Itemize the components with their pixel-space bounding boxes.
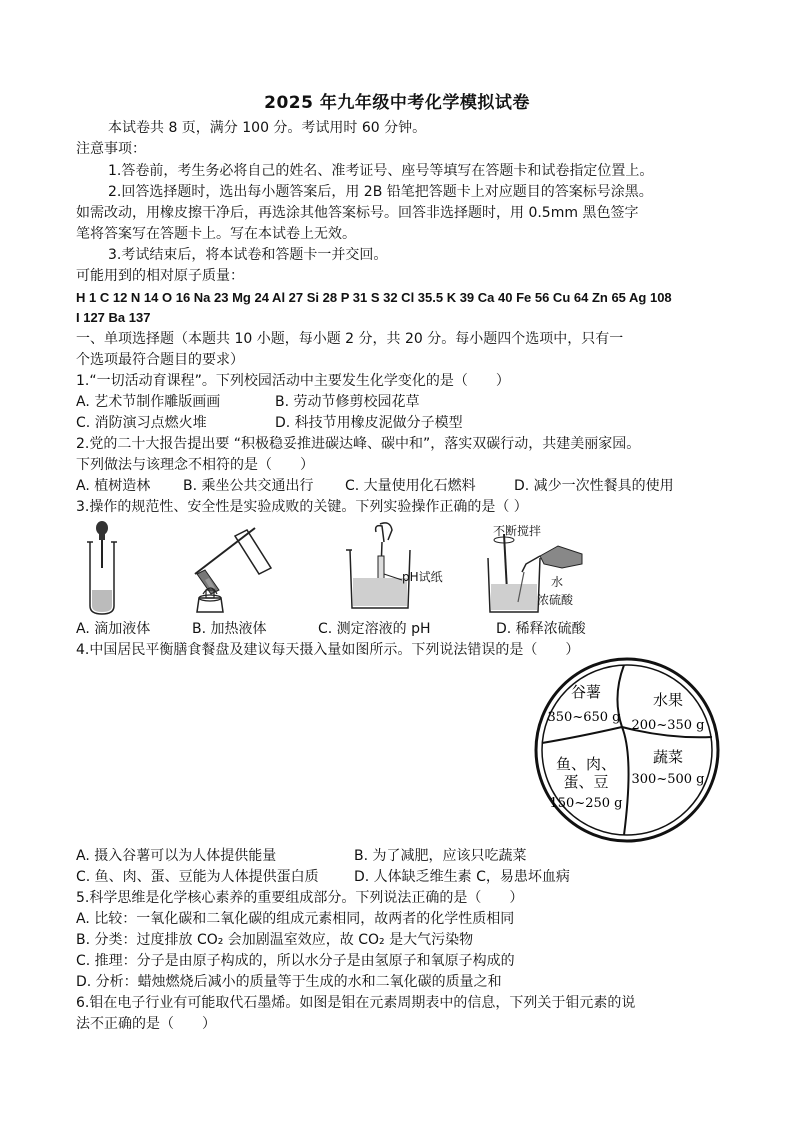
q5-option-c[interactable]: C. 推理：分子是由原子构成的，所以水分子是由氢原子和氧原子构成的 (76, 953, 515, 969)
acid-label: 浓硫酸 (537, 593, 574, 607)
q5-option-d[interactable]: D. 分析：蜡烛燃烧后减小的质量等于生成的水和二氧化碳的质量之和 (76, 974, 502, 990)
dropper-figure (82, 520, 122, 616)
protein-amount: 150~250 g (549, 796, 623, 811)
q4-option-a[interactable]: A. 摄入谷薯可以为人体提供能量 (76, 848, 277, 864)
q5-option-a[interactable]: A. 比较：一氧化碳和二氧化碳的组成元素相同，故两者的化学性质相同 (76, 911, 515, 927)
ph-paper-label: pH试纸 (402, 570, 443, 584)
fruit-name: 水果 (652, 691, 684, 709)
veg-name: 蔬菜 (652, 748, 684, 766)
q1-option-d[interactable]: D. 科技节用橡皮泥做分子模型 (275, 415, 463, 431)
q4-stem: 4.中国居民平衡膳食餐盘及建议每天摄入量如图所示。下列说法错误的是（ ） (76, 642, 580, 658)
q1-stem: 1.“一切活动育课程”。下列校园活动中主要发生化学变化的是（ ） (76, 373, 510, 389)
diet-plate-figure (528, 657, 726, 843)
q4-option-c[interactable]: C. 鱼、肉、蛋、豆能为人体提供蛋白质 (76, 869, 319, 885)
q3-option-a[interactable]: A. 滴加液体 (76, 621, 151, 637)
protein-name-1: 鱼、肉、 (555, 755, 617, 773)
notice-item-1: 1.答卷前，考生务必将自己的姓名、准考证号、座号等填写在答题卡和试卷指定位置上。 (108, 163, 654, 179)
q3-option-d[interactable]: D. 稀释浓硫酸 (496, 621, 586, 637)
atomic-mass-list-1: H 1 C 12 N 14 O 16 Na 23 Mg 24 Al 27 Si 28 P 31 S 32 Cl 35.5 K 39 Ca 40 Fe 56 Cu 64 Zn 65 Ag 108 (76, 290, 672, 305)
grain-name: 谷薯 (570, 683, 602, 701)
fruit-amount: 200~350 g (631, 718, 705, 733)
q5-option-b[interactable]: B. 分类：过度排放 CO₂ 会加剧温室效应，故 CO₂ 是大气污染物 (76, 932, 474, 948)
q1-option-c[interactable]: C. 消防演习点燃火堆 (76, 415, 207, 431)
q3-stem: 3.操作的规范性、安全性是实验成败的关键。下列实验操作正确的是（ ） (76, 499, 528, 515)
notice-item-2: 2.回答选择题时，选出每小题答案后，用 2B 铅笔把答题卡上对应题目的答案标号涂黑。 (108, 184, 653, 200)
water-label: 水 (551, 575, 564, 589)
exam-intro: 本试卷共 8 页，满分 100 分。考试用时 60 分钟。 (108, 120, 427, 136)
q6-stem-1: 6.钼在电子行业有可能取代石墨烯。如图是钼在元素周期表中的信息，下列关于钼元素的说 (76, 995, 636, 1011)
ph-test-figure (338, 520, 458, 612)
q3-option-b[interactable]: B. 加热液体 (192, 621, 267, 637)
heating-figure (175, 522, 280, 614)
q1-option-a[interactable]: A. 艺术节制作雕版画画 (76, 394, 221, 410)
section1-heading-2: 个选项最符合题目的要求） (76, 352, 244, 368)
section1-heading-1: 一、单项选择题（本题共 10 小题，每小题 2 分，共 20 分。每小题四个选项中，只有一 (76, 331, 624, 347)
protein-name-2: 蛋、豆 (563, 773, 609, 791)
q3-option-c[interactable]: C. 测定溶液的 pH (318, 621, 431, 637)
q2-option-b[interactable]: B. 乘坐公共交通出行 (183, 478, 314, 494)
q2-option-c[interactable]: C. 大量使用化石燃料 (345, 478, 476, 494)
q4-option-b[interactable]: B. 为了减肥，应该只吃蔬菜 (354, 848, 527, 864)
exam-title: 2025 年九年级中考化学模拟试卷 (264, 93, 530, 113)
notice-item-2-cont2: 笔将答案写在答题卡上。写在本试卷上无效。 (76, 226, 356, 242)
notice-heading: 注意事项： (76, 141, 146, 157)
q2-option-d[interactable]: D. 减少一次性餐具的使用 (514, 478, 674, 494)
grain-amount: 350~650 g (547, 710, 621, 725)
q2-stem-2: 下列做法与该理念不相符的是（ ） (76, 457, 314, 473)
veg-amount: 300~500 g (631, 772, 705, 787)
notice-item-2-cont: 如需改动，用橡皮擦干净后，再选涂其他答案标号。回答非选择题时，用 0.5mm 黑色签字 (76, 205, 639, 221)
q2-option-a[interactable]: A. 植树造林 (76, 478, 151, 494)
q2-stem-1: 2.党的二十大报告提出要 “积极稳妥推进碳达峰、碳中和”，落实双碳行动，共建美丽家园。 (76, 436, 641, 452)
q4-option-d[interactable]: D. 人体缺乏维生素 C，易患坏血病 (354, 869, 570, 885)
q5-stem: 5.科学思维是化学核心素养的重要组成部分。下列说法正确的是（ ） (76, 890, 524, 906)
stir-label: 不断搅拌 (493, 524, 542, 538)
q6-stem-2: 法不正确的是（ ） (76, 1016, 216, 1032)
atomic-mass-list-2: I 127 Ba 137 (76, 310, 151, 325)
q1-option-b[interactable]: B. 劳动节修剪校园花草 (275, 394, 420, 410)
notice-item-3: 3.考试结束后，将本试卷和答题卡一并交回。 (108, 247, 388, 263)
atomic-mass-heading: 可能用到的相对原子质量： (76, 268, 244, 284)
